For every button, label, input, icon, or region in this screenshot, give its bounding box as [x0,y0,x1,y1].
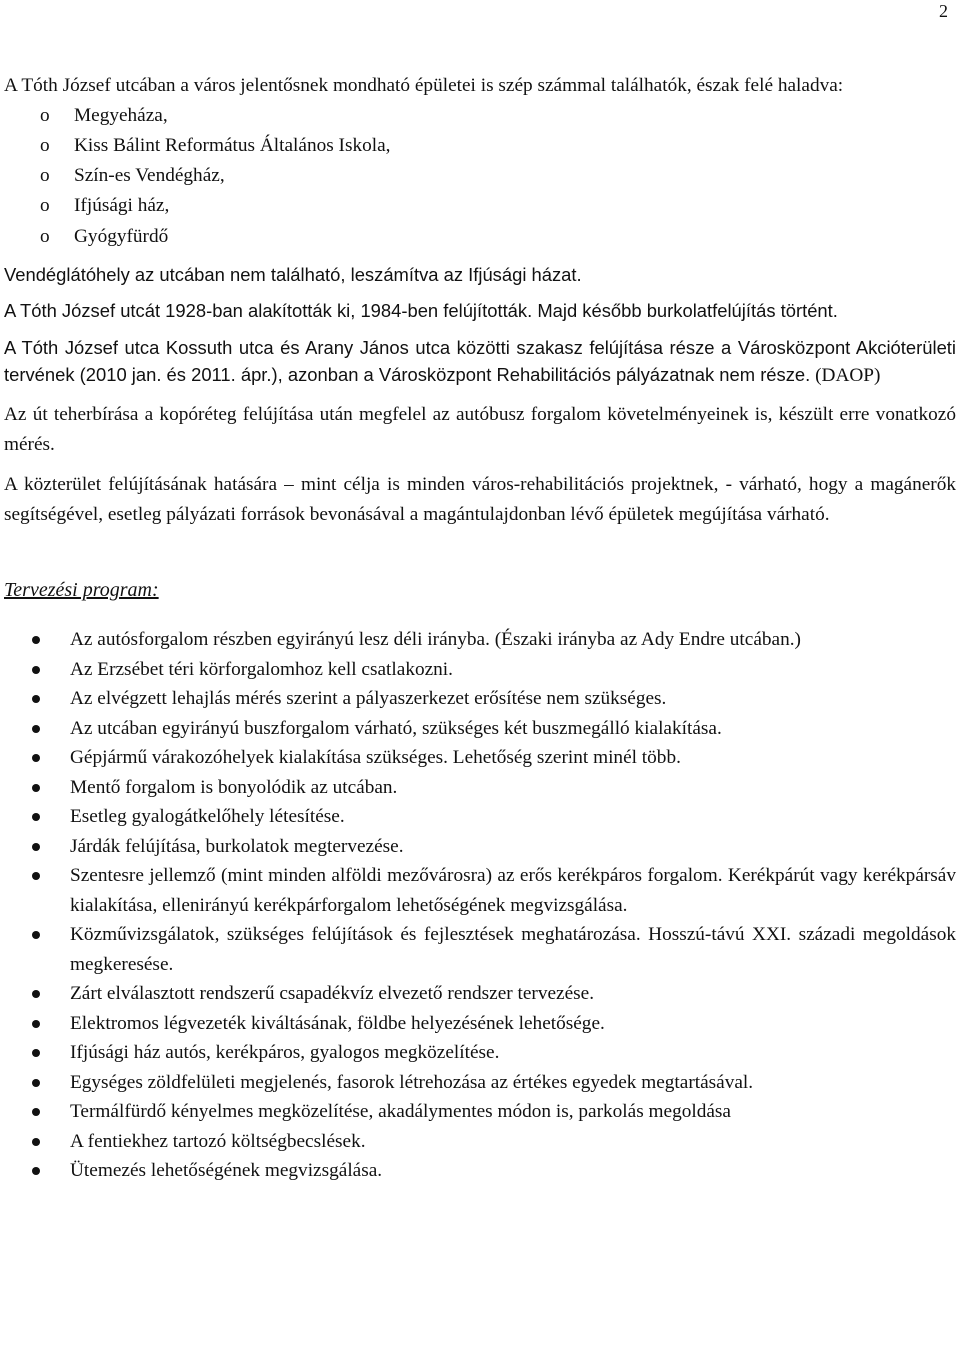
list-item: Ütemezés lehetőségének megvizsgálása. [4,1156,956,1186]
list-marker: o [40,134,50,156]
bullet-icon [4,1127,70,1157]
list-marker: o [40,225,50,247]
list-item: Az utcában egyirányú buszforgalom várható, szükséges két buszmegálló kialakítása. [4,714,956,744]
document-body [4,71,956,1186]
paragraph-public-space: A közterület felújításának hatására – mint célja is minden város-rehabilitációs projektnek, - várható, hogy a magánerők segítségével, esetleg pályázati források bevonásával a magántulajdonban lévő épületek megújítása várható. [4,474,956,525]
list-item: o Gyógyfürdő [4,222,956,252]
list-item: Esetleg gyalogátkelőhely létesítése. [4,802,956,832]
bullet-icon [4,1097,70,1127]
paragraph-renovation: A Tóth József utca Kossuth utca és Arany János utca közötti szakasz felújítása része a Városközpont Akcióterületi tervének (2010 jan. és 2011. ápr.), azonban a Városközpont Rehabilitációs pályázatnak nem része. (DAOP) [4,337,956,386]
list-item: Egységes zöldfelületi megjelenés, fasorok létrehozása az értékes egyedek megtartásával. [4,1068,956,1098]
bullet-icon [4,1038,70,1068]
list-item: o Szín-es Vendégház, [4,161,956,191]
bullet-icon [4,684,70,714]
paragraph-history: A Tóth József utcát 1928-ban alakították ki, 1984-ben felújították. Majd később burkolatfelújítás történt. [4,299,838,321]
list-item: Közművizsgálatok, szükséges felújítások és fejlesztések meghatározása. Hosszú-távú XXI. századi megoldások megkeresése. [4,920,956,979]
intro-paragraph: A Tóth József utcában a város jelentősnek mondható épületei is szép számmal találhatók, észak felé haladva: [4,75,844,96]
list-item: Szentesre jellemző (mint minden alföldi mezővárosra) az erős kerékpáros forgalom. Kerékpárút vagy kerékpársáv kialakítása, ellenirányú kerékpárforgalom lehetőségének megvizsgálása. [4,861,956,920]
list-item: Zárt elválasztott rendszerű csapadékvíz elvezető rendszer tervezése. [4,979,956,1009]
list-item: o Megyeháza, [4,101,956,131]
bullet-icon [4,1156,70,1186]
program-list [4,625,956,1186]
bullet-icon [4,773,70,803]
list-item: Gépjármű várakozóhelyek kialakítása szükséges. Lehetőség szerint minél több. [4,743,956,773]
list-item: Termálfürdő kényelmes megközelítése, akadálymentes módon is, parkolás megoldása [4,1097,956,1127]
bullet-icon [4,1009,70,1039]
bullet-icon [4,920,70,979]
bullet-icon [4,861,70,920]
list-item: Mentő forgalom is bonyolódik az utcában. [4,773,956,803]
list-item: Az elvégzett lehajlás mérés szerint a pályaszerkezet erősítése nem szükséges. [4,684,956,714]
bullet-icon [4,655,70,685]
bullet-icon [4,1068,70,1098]
bullet-icon [4,832,70,862]
list-item: Járdák felújítása, burkolatok megtervezése. [4,832,956,862]
list-item: o Kiss Bálint Református Általános Iskola, [4,131,956,161]
list-marker: o [40,104,50,126]
list-marker: o [40,165,50,187]
bullet-icon [4,979,70,1009]
building-list [4,101,956,252]
bullet-icon [4,714,70,744]
list-marker: o [40,195,50,217]
list-item: o Ifjúsági ház, [4,191,956,221]
list-item: Ifjúsági ház autós, kerékpáros, gyalogos megközelítése. [4,1038,956,1068]
list-item: Az Erzsébet téri körforgalomhoz kell csatlakozni. [4,655,956,685]
program-heading: Tervezési program: [4,579,159,602]
list-item: Az autósforgalom részben egyirányú lesz déli irányba. (Északi irányba az Ady Endre utcában.) [4,625,956,655]
page-number: 2 [939,1,948,21]
bullet-icon [4,802,70,832]
paragraph-load-capacity: Az út teherbírása a kopóréteg felújítása után megfelel az autóbusz forgalom követelményeinek is, készült erre vonatkozó mérés. [4,404,956,455]
list-item: A fentiekhez tartozó költségbecslések. [4,1127,956,1157]
bullet-icon [4,625,70,655]
bullet-icon [4,743,70,773]
paragraph-hospitality: Vendéglátóhely az utcában nem található, leszámítva az Ifjúsági házat. [4,263,582,285]
list-item: Elektromos légvezeték kiváltásának, földbe helyezésének lehetősége. [4,1009,956,1039]
